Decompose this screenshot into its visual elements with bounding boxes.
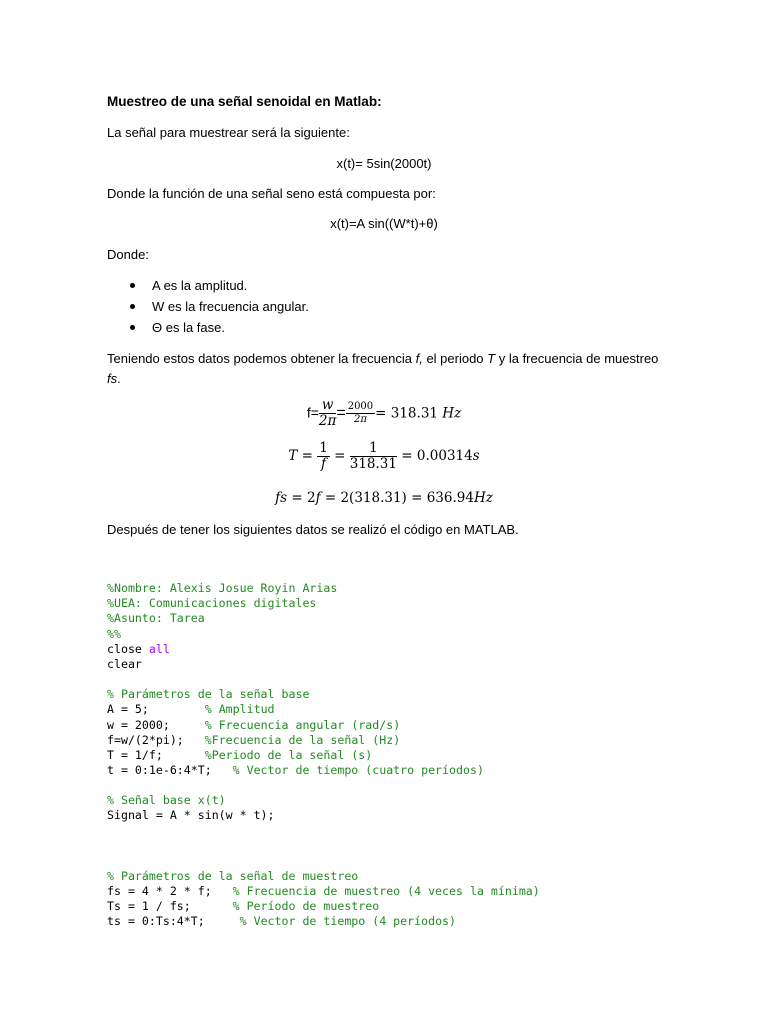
denominator: 318.31: [349, 456, 397, 472]
eq-unit: Hz: [442, 405, 462, 422]
fraction: [350, 441, 397, 472]
denominator: 2π: [353, 414, 367, 425]
equation-period: [0, 441, 768, 472]
code-text: close: [107, 642, 149, 656]
code-comment: % Período de muestreo: [232, 899, 380, 913]
eq-text: =: [329, 448, 350, 464]
eq-unit: s: [472, 448, 480, 464]
intro-text: La señal para muestrear será la siguiente:: [107, 125, 350, 140]
eq-var: T: [288, 448, 298, 464]
code-line: %%: [107, 627, 121, 641]
paragraph-text: Teniendo estos datos podemos obtener la frecuencia: [107, 351, 416, 366]
code-text: A = 5;: [107, 702, 205, 716]
code-comment: % Vector de tiempo (cuatro períodos): [232, 763, 484, 777]
denominator: 2π: [318, 413, 337, 429]
code-comment: % Amplitud: [204, 702, 275, 716]
code-line: [107, 718, 400, 733]
eq-text: =: [297, 448, 318, 464]
signal-equation: x(t)= 5sin(2000t): [336, 156, 432, 171]
code-comment: % Frecuencia angular (rad/s): [204, 718, 401, 732]
donde-label: Donde:: [107, 247, 149, 262]
list-item: W es la frecuencia angular.: [152, 299, 309, 314]
list-item: Θ es la fase.: [152, 320, 225, 335]
code-line: [107, 642, 170, 657]
general-equation: x(t)=A sin((W*t)+θ): [330, 216, 438, 231]
fraction: [346, 401, 375, 426]
code-line: [107, 763, 484, 778]
code-text: fs = 4 * 2 * f;: [107, 884, 233, 898]
equation-frequency: [0, 398, 768, 429]
eq-text: = 318.31: [375, 405, 443, 422]
code-text: ts = 0:Ts:4*T;: [107, 914, 240, 928]
code-comment: %Periodo de la señal (s): [204, 748, 373, 762]
paragraph-line-2: [107, 371, 121, 387]
code-text: Ts = 1 / fs;: [107, 899, 233, 913]
code-comment: % Frecuencia de muestreo (4 veces la mínima): [232, 884, 540, 898]
numerator: 2000: [347, 401, 374, 412]
code-line: % Parámetros de la señal de muestreo: [107, 869, 359, 883]
code-line: Signal = A * sin(w * t);: [107, 808, 275, 822]
code-text: w = 2000;: [107, 718, 205, 732]
numerator: 1: [350, 441, 397, 457]
eq-text: f=: [306, 404, 319, 421]
numerator: w: [319, 398, 336, 414]
var-f: f,: [415, 351, 423, 366]
equation-sampling: [0, 490, 768, 506]
paragraph-text: el periodo: [422, 351, 488, 366]
code-line: [107, 702, 275, 717]
eq-var: fs: [275, 490, 288, 506]
code-line: % Parámetros de la señal base: [107, 687, 310, 701]
denominator: f: [321, 456, 327, 472]
var-fs: fs: [107, 371, 118, 386]
eq-text: = 2(318.31) = 636.94: [320, 490, 474, 506]
code-line: %UEA: Comunicaciones digitales: [107, 596, 317, 610]
var-T: T: [487, 351, 496, 366]
fraction: [319, 398, 336, 429]
code-comment: %Frecuencia de la señal (Hz): [204, 733, 401, 747]
code-keyword: all: [148, 642, 170, 656]
code-comment: % Vector de tiempo (4 períodos): [239, 914, 457, 928]
code-text: f=w/(2*pi);: [107, 733, 205, 747]
fraction: [317, 441, 330, 472]
eq-var: f: [315, 490, 321, 506]
code-line: clear: [107, 657, 142, 671]
paragraph-text: .: [117, 371, 121, 386]
code-line: [107, 733, 400, 748]
paragraph-text: y la frecuencia de muestreo: [495, 351, 659, 366]
eq-text: = 2: [287, 490, 316, 506]
list-item: A es la amplitud.: [152, 278, 248, 293]
numerator: 1: [319, 440, 328, 456]
code-text: T = 1/f;: [107, 748, 205, 762]
bullet-dot: [130, 325, 135, 330]
code-line: [107, 899, 379, 914]
document-title: Muestreo de una señal senoidal en Matlab:: [107, 94, 382, 109]
code-text: t = 0:1e-6:4*T;: [107, 763, 233, 777]
code-line: [107, 748, 372, 763]
paragraph-line-1: [107, 351, 658, 367]
code-line: [107, 884, 540, 899]
description-text: Donde la función de una señal seno está compuesta por:: [107, 186, 436, 201]
bullet-dot: [130, 283, 135, 288]
code-line: % Señal base x(t): [107, 793, 226, 807]
code-line: %Asunto: Tarea: [107, 611, 205, 625]
code-line: %Nombre: Alexis Josue Royin Arias: [107, 581, 338, 595]
bullet-dot: [130, 304, 135, 309]
eq-text: =: [336, 404, 346, 422]
eq-text: = 0.00314: [397, 448, 473, 464]
code-line: [107, 914, 456, 929]
after-text: Después de tener los siguientes datos se realizó el código en MATLAB.: [107, 522, 519, 537]
eq-unit: Hz: [473, 490, 493, 506]
